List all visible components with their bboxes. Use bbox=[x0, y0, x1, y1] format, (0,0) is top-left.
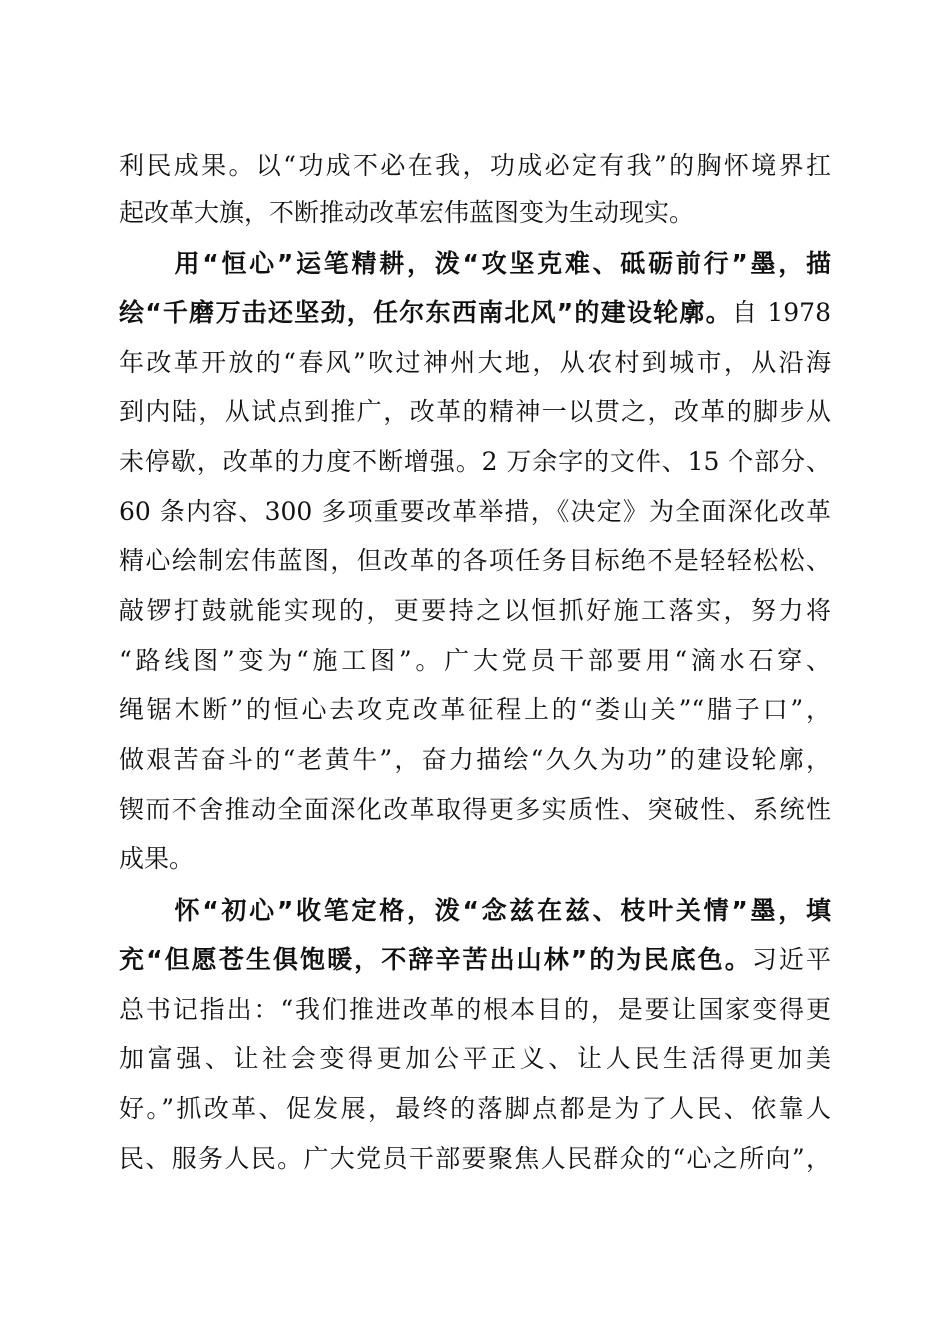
text-line: 绳锯木断”的恒心去攻克改革征程上的“娄山关”“腊子口”， bbox=[119, 695, 831, 724]
text-line: “路线图”变为“施工图”。广大党员干部要用“滴水石穿、 bbox=[119, 646, 831, 675]
text-line: 敲锣打鼓就能实现的，更要持之以恒抓好施工落实，努力将 bbox=[119, 596, 831, 625]
text-line: 做艰苦奋斗的“老黄牛”，奋力描绘“久久为功”的建设轮廓， bbox=[119, 745, 831, 774]
text-line: 加富强、让社会变得更加公平正义、让人民生活得更加美 bbox=[119, 1044, 831, 1073]
text-line: 用“恒心”运笔精耕，泼“攻坚克难、砥砺前行”墨，描 bbox=[119, 249, 831, 278]
text-line: 60 条内容、300 多项重要改革举措，《决定》为全面深化改革 bbox=[119, 497, 831, 526]
text-line: 利民成果。以“功成不必在我，功成必定有我”的胸怀境界扛 bbox=[119, 151, 831, 180]
text-line: 民、服务人民。广大党员干部要聚焦人民群众的“心之所向”， bbox=[119, 1144, 831, 1173]
text-line: 成果。 bbox=[119, 844, 195, 873]
text-line: 怀“初心”收笔定格，泼“念兹在兹、枝叶关情”墨，填 bbox=[119, 896, 831, 925]
text-line: 年改革开放的“春风”吹过神州大地，从农村到城市，从沿海 bbox=[119, 348, 831, 377]
text-line: 充“但愿苍生俱饱暖，不辞辛苦出山林”的为民底色。习近平 bbox=[119, 945, 831, 974]
text-line: 绘“千磨万击还坚劲，任尔东西南北风”的建设轮廓。自 1978 bbox=[119, 298, 831, 327]
text-line: 总书记指出：“我们推进改革的根本目的，是要让国家变得更 bbox=[119, 995, 831, 1024]
text-line: 到内陆，从试点到推广，改革的精神一以贯之，改革的脚步从 bbox=[119, 397, 831, 426]
text-line: 锲而不舍推动全面深化改革取得更多实质性、突破性、系统性 bbox=[119, 795, 831, 824]
text-line: 精心绘制宏伟蓝图，但改革的各项任务目标绝不是轻轻松松、 bbox=[119, 546, 831, 575]
text-line: 好。”抓改革、促发展，最终的落脚点都是为了人民、依靠人 bbox=[119, 1094, 831, 1123]
text-line: 起改革大旗，不断推动改革宏伟蓝图变为生动现实。 bbox=[119, 198, 695, 227]
text-line: 未停歇，改革的力度不断增强。2 万余字的文件、15 个部分、 bbox=[119, 447, 831, 476]
